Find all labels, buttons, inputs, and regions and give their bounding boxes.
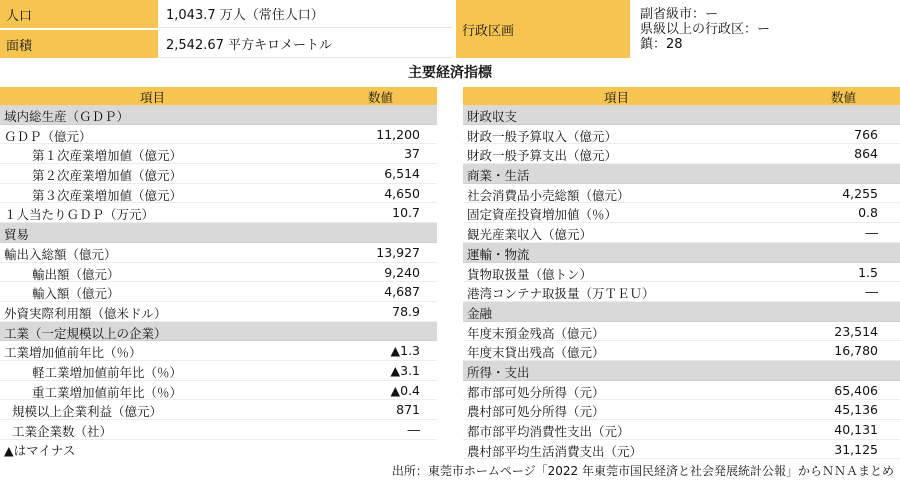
minus-note: ▲はマイナス bbox=[4, 443, 76, 458]
section-row bbox=[0, 322, 437, 342]
indicator-value: ― bbox=[865, 284, 878, 300]
table-row bbox=[463, 440, 900, 460]
section-label: 金融 bbox=[467, 305, 493, 321]
indicator-value: 4,255 bbox=[842, 185, 878, 201]
indicator-value: 45,136 bbox=[834, 402, 878, 418]
indicator-label: 軽工業増加値前年比（％） bbox=[32, 364, 183, 380]
indicator-label: ＧＤＰ（億元） bbox=[4, 128, 92, 144]
table-row bbox=[463, 341, 900, 361]
table-row bbox=[0, 341, 437, 361]
table-row bbox=[0, 243, 437, 263]
right-header-item: 項目 bbox=[604, 90, 630, 105]
section-label: 運輸・物流 bbox=[467, 246, 530, 262]
indicator-value: 4,650 bbox=[384, 185, 420, 201]
indicator-label: 外資実際利用額（億米ドル） bbox=[4, 305, 167, 321]
indicator-value: 78.9 bbox=[392, 303, 420, 319]
table-row bbox=[463, 400, 900, 420]
indicator-label: 都市部可処分所得（元） bbox=[467, 384, 605, 400]
table-row bbox=[0, 400, 437, 420]
indicator-value: 37 bbox=[404, 146, 420, 162]
left-table-body bbox=[0, 105, 437, 440]
indicator-label: １人当たりＧＤＰ（万元） bbox=[4, 207, 155, 223]
table-row bbox=[0, 203, 437, 223]
section-row bbox=[463, 361, 900, 381]
indicator-label: 農村部平均生活消費支出（元） bbox=[467, 443, 643, 459]
table-row bbox=[0, 164, 437, 184]
indicator-label: 工業企業数（社） bbox=[12, 424, 113, 439]
table-row bbox=[463, 184, 900, 204]
table-row bbox=[463, 144, 900, 164]
indicator-value: 65,406 bbox=[834, 382, 878, 398]
population-label: 人口 bbox=[0, 0, 158, 28]
admin-label: 行政区画 bbox=[456, 0, 630, 58]
indicator-value: 23,514 bbox=[834, 323, 878, 339]
indicator-label: 社会消費品小売総額（億元） bbox=[467, 187, 630, 203]
indicator-label: 財政一般予算支出（億元） bbox=[467, 148, 618, 164]
indicator-label: 貨物取扱量（億トン） bbox=[467, 266, 593, 282]
table-row bbox=[463, 420, 900, 440]
left-header-value: 数値 bbox=[368, 90, 394, 105]
admin-line-town: 鎮：28 bbox=[640, 36, 683, 52]
table-row bbox=[0, 381, 437, 401]
table-row bbox=[0, 361, 437, 381]
indicator-value: 1.5 bbox=[858, 264, 878, 280]
indicator-value: ― bbox=[407, 422, 420, 437]
section-label: 域内総生産（ＧＤＰ） bbox=[4, 109, 130, 124]
indicator-label: 工業増加値前年比（％） bbox=[4, 345, 142, 361]
section-label: 貿易 bbox=[4, 227, 30, 243]
indicator-label: 第３次産業増加値（億元） bbox=[32, 187, 183, 203]
section-row bbox=[0, 105, 437, 125]
indicator-label: 重工業増加値前年比（％） bbox=[32, 384, 183, 400]
indicator-value: ― bbox=[865, 225, 878, 241]
admin-value bbox=[632, 0, 900, 58]
table-row bbox=[463, 263, 900, 283]
table-row bbox=[463, 282, 900, 302]
section-row bbox=[463, 243, 900, 263]
indicator-label: 規模以上企業利益（億元） bbox=[12, 404, 163, 420]
indicator-value: 871 bbox=[396, 402, 420, 418]
indicator-label: 年度末貸出残高（億元） bbox=[467, 345, 605, 361]
indicator-label: 輸出額（億元） bbox=[32, 266, 120, 282]
left-header-item: 項目 bbox=[140, 90, 166, 105]
right-table-body bbox=[463, 105, 900, 459]
section-label: 財政収支 bbox=[467, 109, 518, 124]
summary-block bbox=[0, 0, 900, 58]
section-row bbox=[463, 105, 900, 125]
indicator-value: 6,514 bbox=[384, 166, 420, 182]
table-row bbox=[463, 125, 900, 145]
indicator-label: 輸出入総額（億元） bbox=[4, 246, 117, 262]
indicator-value: 0.8 bbox=[858, 205, 878, 221]
section-label: 商業・生活 bbox=[467, 168, 530, 184]
indicator-value: 31,125 bbox=[834, 441, 878, 457]
table-row bbox=[0, 184, 437, 204]
indicator-label: 観光産業収入（億元） bbox=[467, 227, 593, 243]
indicator-value: 864 bbox=[854, 146, 878, 162]
table-row bbox=[0, 420, 437, 440]
population-value: 1,043.7 万人（常住人口） bbox=[160, 0, 452, 28]
area-label: 面積 bbox=[0, 30, 158, 58]
indicator-value: 4,687 bbox=[384, 284, 420, 300]
left-table-header bbox=[0, 87, 437, 105]
indicator-value: 766 bbox=[854, 126, 878, 142]
indicator-label: 都市部平均消費性支出（元） bbox=[467, 424, 630, 439]
indicator-value: 10.7 bbox=[392, 205, 420, 221]
table-row bbox=[463, 203, 900, 223]
indicator-value: 16,780 bbox=[834, 343, 878, 359]
admin-line-district: 県級以上の行政区：ー bbox=[640, 21, 771, 37]
indicator-value: ▲3.1 bbox=[390, 362, 420, 378]
indicator-label: 第１次産業増加値（億元） bbox=[32, 148, 183, 164]
indicator-label: 港湾コンテナ取扱量（万ＴＥＵ） bbox=[467, 286, 655, 302]
table-row bbox=[463, 223, 900, 243]
section-row bbox=[463, 302, 900, 322]
area-value: 2,542.67 平方キロメートル bbox=[160, 30, 452, 58]
section-label: 所得・支出 bbox=[467, 364, 530, 380]
table-title: 主要経済指標 bbox=[408, 65, 492, 81]
table-row bbox=[0, 302, 437, 322]
indicator-label: 固定資産投資増加値（％） bbox=[467, 207, 618, 223]
section-label: 工業（一定規模以上の企業） bbox=[4, 325, 167, 341]
indicator-label: 第２次産業増加値（億元） bbox=[32, 168, 183, 184]
indicator-value: 9,240 bbox=[384, 264, 420, 280]
table-row bbox=[463, 381, 900, 401]
right-table-header bbox=[463, 87, 900, 105]
indicator-label: 年度末預金残高（億元） bbox=[467, 325, 605, 341]
section-row bbox=[463, 164, 900, 184]
indicator-value: ▲1.3 bbox=[390, 343, 420, 359]
left-indicator-table bbox=[0, 87, 437, 440]
admin-line-city: 副省級市：ー bbox=[640, 6, 719, 22]
table-row bbox=[0, 282, 437, 302]
source-caption: 出所：東莞市ホームページ「2022 年東莞市国民経済と社会発展統計公報」からＮＮＡまとめ bbox=[391, 464, 894, 478]
indicator-value: ▲0.4 bbox=[390, 382, 420, 398]
right-header-value: 数値 bbox=[831, 90, 857, 105]
indicator-label: 輸入額（億元） bbox=[32, 286, 120, 302]
indicator-label: 農村部可処分所得（元） bbox=[467, 404, 605, 420]
indicator-label: 財政一般予算収入（億元） bbox=[467, 128, 618, 144]
table-row bbox=[0, 263, 437, 283]
table-row bbox=[0, 144, 437, 164]
section-row bbox=[0, 223, 437, 243]
table-row bbox=[463, 322, 900, 342]
indicator-value: 11,200 bbox=[376, 126, 420, 142]
indicator-value: 13,927 bbox=[376, 244, 420, 260]
table-row bbox=[0, 125, 437, 145]
right-indicator-table bbox=[463, 87, 900, 459]
indicator-value: 40,131 bbox=[834, 422, 878, 437]
